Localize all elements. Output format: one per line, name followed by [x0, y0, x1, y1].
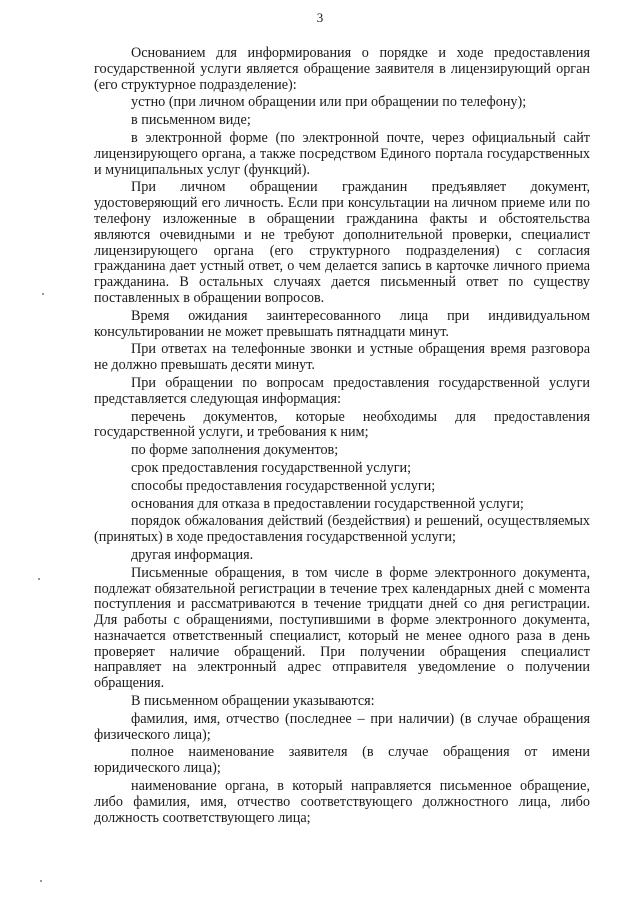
scan-speck	[40, 880, 42, 882]
list-item-oral: устно (при личном обращении или при обращении по телефону);	[131, 94, 527, 111]
list-item-refusal: основания для отказа в предоставлении государственной услуги;	[131, 495, 524, 512]
paragraph-personal-visit: При личном обращении гражданин предъявляет документ, удостоверяющий его личность. Если при консультации на личном приеме или по телефону изложенные в обращении гражданина факты и обстоятельства являются очевидными и не требуют дополнительной проверки, специалист лицензирующего органа (его структурного подразделения) с согласия гражданина дает устный ответ, о чем делается запись в карточке личного приема гражданина. В остальных случаях дается письменный ответ по существу поставленных в обращении вопросов.	[94, 179, 590, 306]
list-item-applicant-name: полное наименование заявителя (в случае обращения от имени юридического лица);	[94, 744, 590, 777]
scan-speck	[42, 293, 44, 295]
document-body	[94, 46, 590, 826]
paragraph-waiting-time: Время ожидания заинтересованного лица при индивидуальном консультировании не может превышать пятнадцати минут.	[94, 307, 590, 340]
list-item-appeal: порядок обжалования действий (бездействия) и решений, осуществляемых (принятых) в ходе предоставления государственной услуги;	[94, 513, 590, 546]
list-item-authority: наименование органа, в который направляется письменное обращение, либо фамилия, имя, отчество соответствующего должностного лица, либо должность соответствующего лица;	[94, 778, 590, 826]
list-item-documents: перечень документов, которые необходимы для предоставления государственной услуги, и требования к ним;	[94, 408, 590, 441]
paragraph-written-contents: В письменном обращении указываются:	[131, 693, 375, 710]
list-item-term: срок предоставления государственной услуги;	[131, 459, 412, 476]
scan-speck	[38, 578, 40, 580]
paragraph-info-provided: При обращении по вопросам предоставления государственной услуги представляется следующая информация:	[94, 374, 590, 407]
paragraph-basis: Основанием для информирования о порядке и ходе предоставления государственной услуги является обращение заявителя в лицензирующий орган (его структурное подразделение):	[94, 45, 590, 93]
list-item-other: другая информация.	[131, 546, 254, 563]
list-item-methods: способы предоставления государственной услуги;	[131, 477, 436, 494]
list-item-full-name: фамилия, имя, отчество (последнее – при наличии) (в случае обращения физического лица);	[94, 710, 590, 743]
list-item-written: в письменном виде;	[131, 112, 251, 129]
paragraph-phone-time: При ответах на телефонные звонки и устные обращения время разговора не должно превышать десяти минут.	[94, 341, 590, 374]
paragraph-written-requests: Письменные обращения, в том числе в форме электронного документа, подлежат обязательной регистрации в течение трех календарных дней с момента поступления и рассматриваются в течение тридцати дней со дня регистрации. Для работы с обращениями, поступившими в форме электронного документа, назначается ответственный специалист, который не менее одного раза в день проверяет наличие обращений. При получении обращения специалист направляет на электронный адрес отправителя уведомление о получении обращения.	[94, 564, 590, 692]
list-item-electronic: в электронной форме (по электронной почте, через официальный сайт лицензирующего органа, а также посредством Единого портала государственных и муниципальных услуг (функций).	[94, 129, 590, 178]
list-item-form: по форме заполнения документов;	[131, 442, 339, 459]
page-number: 3	[316, 10, 324, 25]
